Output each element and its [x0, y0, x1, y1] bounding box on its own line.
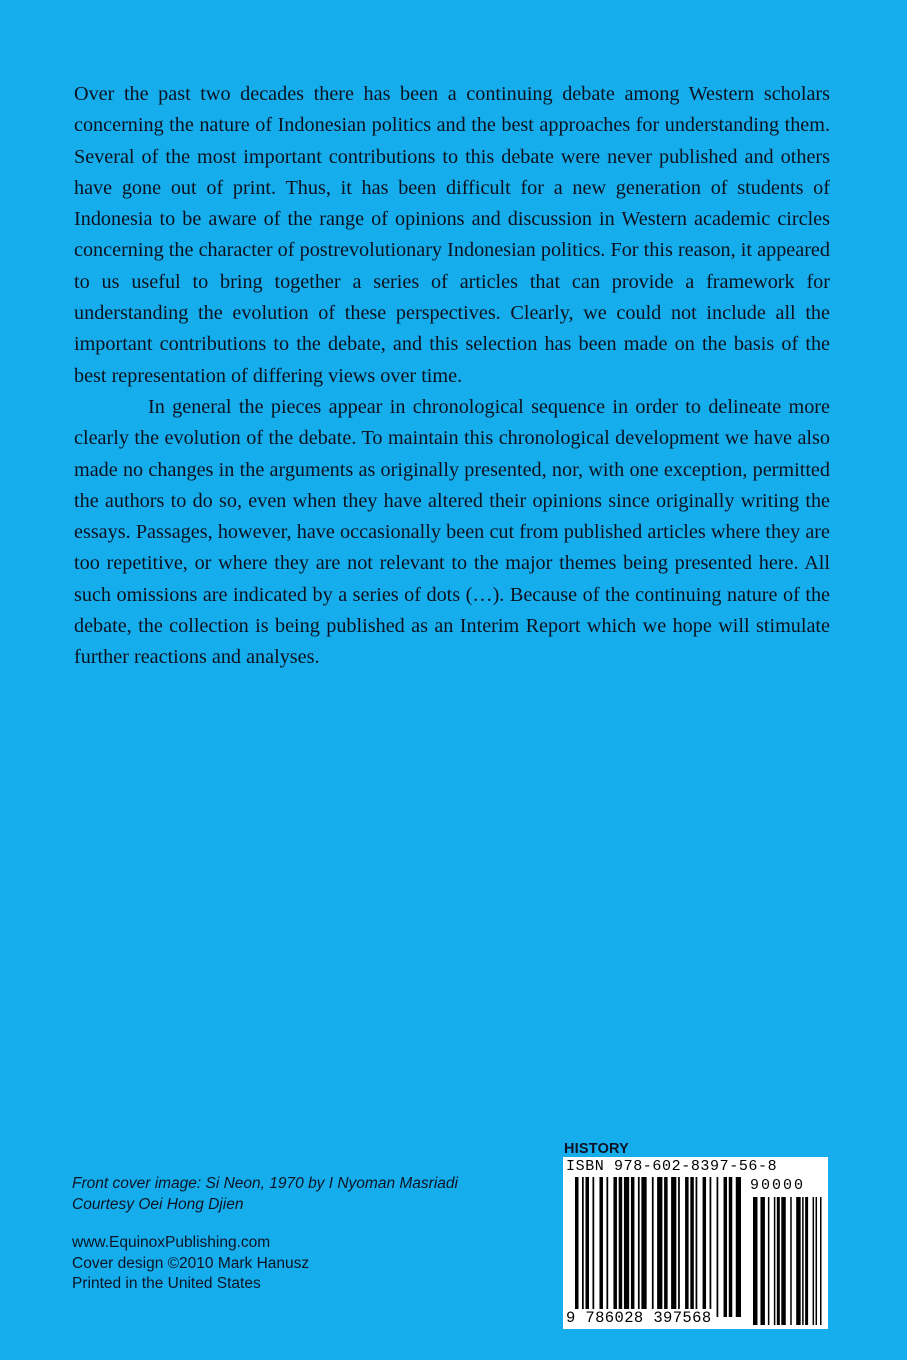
barcode-bar	[652, 1177, 654, 1317]
barcode-bar	[802, 1197, 803, 1325]
barcode-bar	[657, 1177, 662, 1317]
back-cover-blurb	[74, 79, 830, 674]
category-label: HISTORY	[564, 1141, 630, 1157]
barcode-bar	[760, 1197, 764, 1325]
barcode-bar	[813, 1197, 814, 1325]
barcode-bar	[768, 1197, 769, 1325]
barcode-bar	[816, 1197, 817, 1325]
barcode-bar	[724, 1177, 727, 1317]
barcode-bar	[585, 1177, 588, 1317]
barcode-bar	[671, 1177, 676, 1317]
barcode-bar	[685, 1177, 688, 1317]
barcode-bar	[777, 1197, 780, 1325]
isbn-number: ISBN 978-602-8397-56-8	[566, 1158, 778, 1175]
barcode-bar	[703, 1177, 706, 1317]
barcode-bar	[774, 1197, 775, 1325]
blurb-paragraph-1: Over the past two decades there has been a continuing debate among Western scholars concerning the nature of Indonesian politics and the best approaches for understanding them. Several of the most important contributions to this debate were never published and others have gone out of print. Thus, it has been difficult for a new generation of students of Indonesia to be aware of the range of opinions and discussion in Western academic circles concerning the character of postrevolutionary Indonesian politics. For this reason, it appeared to us useful to bring together a series of articles that can provide a framework for understanding the evolution of these perspectives. Clearly, we could not include all the important contributions to the debate, and this selection has been made on the basis of the best representation of differing views over time.	[74, 83, 830, 387]
barcode-bar	[736, 1177, 741, 1317]
barcode-bar	[805, 1197, 808, 1325]
barcode-bar	[753, 1197, 757, 1325]
cover-image-credit: Front cover image: Si Neon, 1970 by I Nyoman Masriadi	[72, 1175, 458, 1192]
barcode-bar	[638, 1177, 640, 1317]
barcode-bar	[717, 1177, 719, 1317]
publisher-website: www.EquinoxPublishing.com	[72, 1234, 271, 1251]
barcode-bar	[690, 1177, 693, 1317]
barcode-bar	[575, 1177, 578, 1317]
barcode-bar	[696, 1177, 698, 1317]
barcode-bar	[781, 1197, 785, 1325]
barcode-bar	[606, 1177, 608, 1317]
addon-bars	[753, 1197, 823, 1325]
barcode-bar	[631, 1177, 634, 1317]
barcode-bar	[820, 1197, 821, 1325]
courtesy-credit: Courtesy Oei Hong Djien	[72, 1195, 244, 1213]
isbn-barcode	[563, 1157, 828, 1329]
barcode-bar	[678, 1177, 680, 1317]
credits-block	[72, 1174, 542, 1295]
barcode-bar	[613, 1177, 616, 1317]
ean-digits: 9 786028 397568	[566, 1309, 712, 1327]
cover-design-credit: Cover design ©2010 Mark Hanusz	[72, 1254, 310, 1272]
barcode-bar	[619, 1177, 622, 1317]
barcode-bar	[790, 1197, 791, 1325]
barcode-bar	[582, 1177, 584, 1317]
blurb-paragraph-2: In general the pieces appear in chronological sequence in order to delineate more clearly the evolution of the debate. To maintain this chronological development we have also made no changes in the arguments as originally presented, nor, with one exception, permitted the authors to do so, even when they have altered their opinions since originally writing the essays. Passages, however, have occasionally been cut from published articles where they are too repetitive, or where they are not relevant to the major themes being presented here. All such omissions are indicated by a series of dots (…). Because of the continuing nature of the debate, the collection is being published as an Interim Report which we hope will stimulate further reactions and analyses.	[74, 395, 830, 669]
price-code: 90000	[750, 1177, 806, 1194]
printed-location: Printed in the United States	[72, 1275, 261, 1292]
barcode-bar	[624, 1177, 629, 1317]
ean13-bars	[575, 1177, 741, 1317]
barcode-bar	[641, 1177, 646, 1317]
barcode-bar	[664, 1177, 667, 1317]
barcode-bar	[729, 1177, 732, 1317]
barcode-bar	[599, 1177, 602, 1317]
barcode-bar	[710, 1177, 712, 1317]
barcode-bar	[592, 1177, 594, 1317]
barcode-bar	[796, 1197, 800, 1325]
